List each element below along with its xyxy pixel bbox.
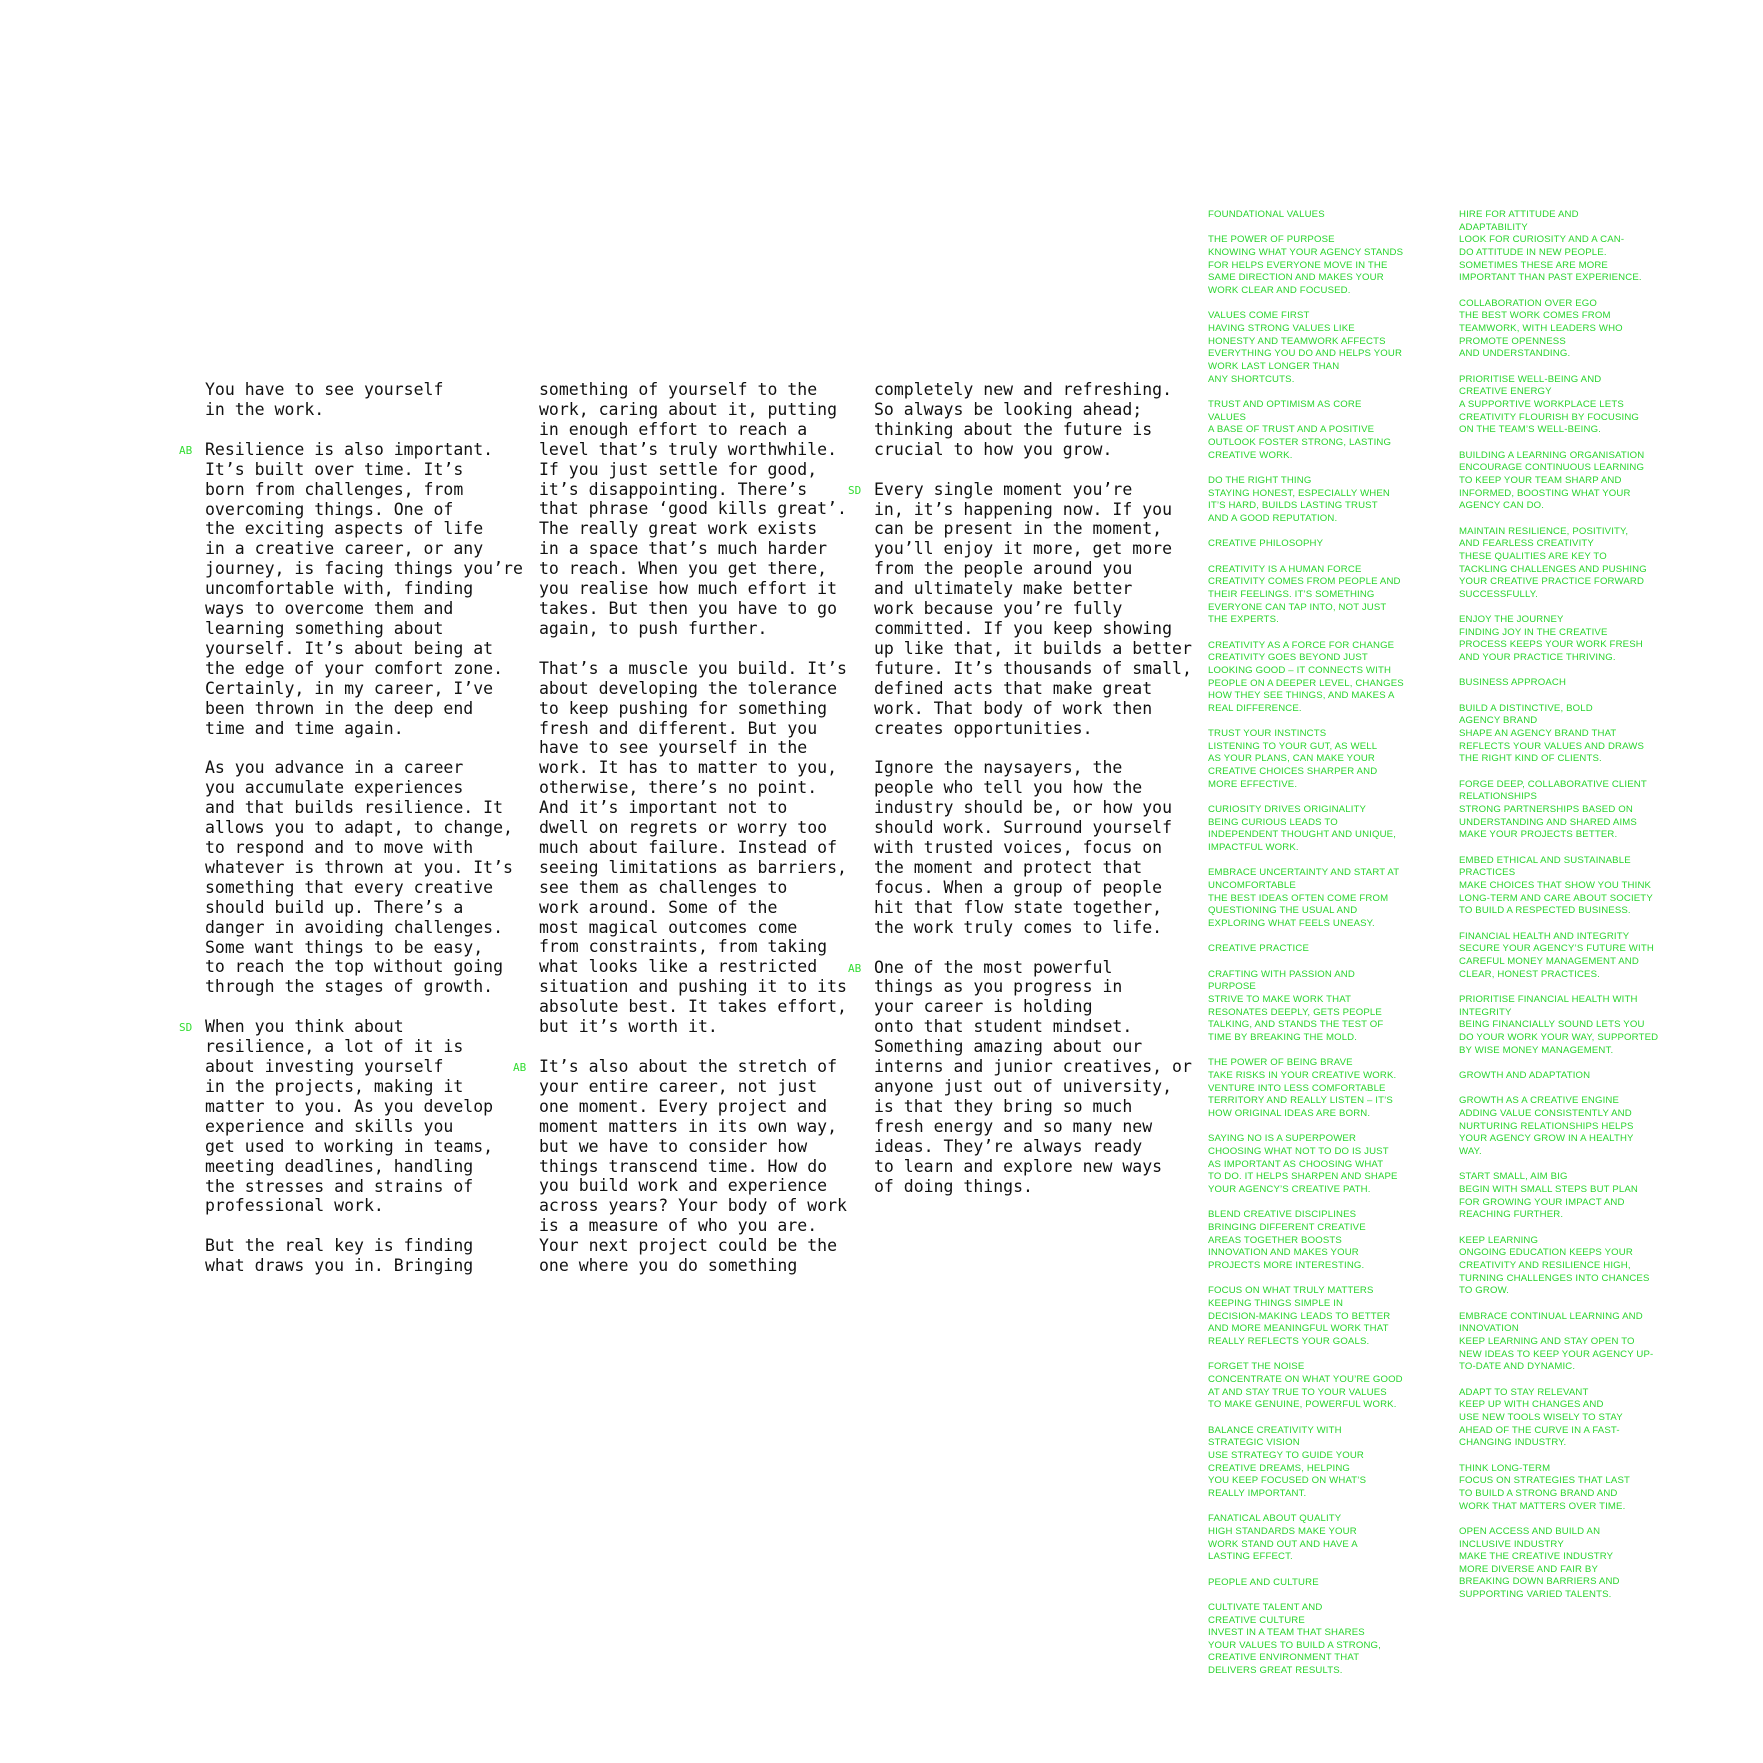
sidebar-principle: CURIOSITY DRIVES ORIGINALITY BEING CURIOUS LEADS TO INDEPENDENT THOUGHT AND UNIQUE, IMPACTFUL WORK. [1208, 804, 1397, 854]
paragraph-text: But the real key is finding what draws you in. Bringing [205, 1236, 474, 1276]
paragraph [205, 758, 525, 997]
paragraph [874, 380, 1194, 460]
body-column-3 [848, 380, 1194, 1216]
sidebar-principle: THINK LONG-TERM FOCUS ON STRATEGIES THAT LAST TO BUILD A STRONG BRAND AND WORK THAT MATTERS OVER TIME. [1459, 1462, 1631, 1512]
sidebar-principle: CREATIVITY IS A HUMAN FORCE CREATIVITY COMES FROM PEOPLE AND THEIR FEELINGS. IT’S SOMETHING EVERYONE CAN TAP INTO, NOT JUST THE EXPERTS. [1208, 563, 1401, 626]
sidebar-principle: FOCUS ON WHAT TRULY MATTERS KEEPING THINGS SIMPLE IN DECISION-MAKING LEADS TO BETTER AND MORE MEANINGFUL WORK THAT REALLY REFLECTS YOUR GOALS. [1208, 1285, 1391, 1347]
paragraph [539, 380, 864, 639]
speaker-initials: AB [179, 443, 193, 457]
speaker-initials: SD [848, 483, 862, 497]
sidebar-principle: TRUST YOUR INSTINCTS LISTENING TO YOUR GUT, AS WELL AS YOUR PLANS, CAN MAKE YOUR CREATIVE CHOICES SHARPER AND MORE EFFECTIVE. [1208, 728, 1378, 790]
sidebar-principle: BLEND CREATIVE DISCIPLINES BRINGING DIFFERENT CREATIVE AREAS TOGETHER BOOSTS INNOVATION AND MAKES YOUR PROJECTS MORE INTERESTING. [1208, 1209, 1366, 1271]
sidebar-principle: CULTIVATE TALENT AND CREATIVE CULTURE INVEST IN A TEAM THAT SHARES YOUR VALUES TO BUILD A STRONG, CREATIVE ENVIRONMENT THAT DELIVERS GREAT RESULTS. [1208, 1601, 1381, 1677]
speaker-initials: SD [179, 1021, 193, 1035]
paragraph [874, 758, 1194, 937]
paragraph-text: As you advance in a career you accumulate experiences and that builds resilience. It allows you to adapt, to change, to respond and to move with whatever is thrown at you. It’s something that every creative should build up. There’s a danger in avoiding challenges. Some want things to be easy, to reach the top without going through the stages of growth. [205, 758, 513, 997]
sidebar-principle: START SMALL, AIM BIG BEGIN WITH SMALL STEPS BUT PLAN FOR GROWING YOUR IMPACT AND REACHING FURTHER. [1459, 1171, 1638, 1221]
sidebar-principle: BUILD A DISTINCTIVE, BOLD AGENCY BRAND SHAPE AN AGENCY BRAND THAT REFLECTS YOUR VALUES AND DRAWS THE RIGHT KIND OF CLIENTS. [1459, 702, 1645, 765]
sidebar-principle: TRUST AND OPTIMISM AS CORE VALUES A BASE OF TRUST AND A POSITIVE OUTLOOK FOSTER STRONG, LASTING CREATIVE WORK. [1208, 398, 1392, 461]
body-column-2 [513, 380, 864, 1296]
sidebar-principle: COLLABORATION OVER EGO THE BEST WORK COMES FROM TEAMWORK, WITH LEADERS WHO PROMOTE OPENNESS AND UNDERSTANDING. [1459, 297, 1623, 360]
sidebar-principle: FINANCIAL HEALTH AND INTEGRITY SECURE YOUR AGENCY’S FUTURE WITH CAREFUL MONEY MANAGEMENT AND CLEAR, HONEST PRACTICES. [1459, 930, 1654, 980]
paragraph-text: You have to see yourself in the work. [205, 380, 444, 419]
paragraph-text: It’s also about the stretch of your entire career, not just one moment. Every project and moment matters in its own way, but we have to consider how things transcend time. How do you build work and experience across years? Your body of work is a measure of who you are. Your next project could be the one where you do something [539, 1057, 847, 1276]
paragraph-text: Ignore the naysayers, the people who tell you how the industry should be, or how you should work. Surround yourself with trusted voices, focus on the moment and protect that focus. When a group of people hit that flow state together, the work truly comes to life. [874, 758, 1173, 937]
sidebar-principle: ENJOY THE JOURNEY FINDING JOY IN THE CREATIVE PROCESS KEEPS YOUR WORK FRESH AND YOUR PRACTICE THRIVING. [1459, 614, 1643, 664]
paragraph [179, 439, 525, 739]
sidebar-principle: MAINTAIN RESILIENCE, POSITIVITY, AND FEARLESS CREATIVITY THESE QUALITIES ARE KEY TO TACKLING CHALLENGES AND PUSHING YOUR CREATIVE PRACTICE FORWARD SUCCESSFULLY. [1459, 525, 1647, 600]
sidebar-principle: VALUES COME FIRST HAVING STRONG VALUES LIKE HONESTY AND TEAMWORK AFFECTS EVERYTHING YOU DO AND HELPS YOUR WORK LAST LONGER THAN ANY SHORTCUTS. [1208, 310, 1403, 385]
sidebar-principle: SAYING NO IS A SUPERPOWER CHOOSING WHAT NOT TO DO IS JUST AS IMPORTANT AS CHOOSING WHAT TO DO. IT HELPS SHARPEN AND SHAPE YOUR AGENCY’S CREATIVE PATH. [1208, 1133, 1398, 1195]
paragraph-text: Resilience is also important. It’s built over time. It’s born from challenges, from overcoming things. One of the exciting aspects of life in a creative career, or any journey, is facing things you’re uncomfortable with, finding ways to overcome them and learning something about yourself. It’s about being at the edge of your comfort zone. Certainly, in my career, I’ve been thrown in the deep end time and time again. [205, 439, 523, 738]
sidebar-principle: CRAFTING WITH PASSION AND PURPOSE STRIVE TO MAKE WORK THAT RESONATES DEEPLY, GETS PEOPLE TALKING, AND STANDS THE TEST OF TIME BY BREAKING THE MOLD. [1208, 968, 1384, 1044]
sidebar-principle: THE POWER OF PURPOSE KNOWING WHAT YOUR AGENCY STANDS FOR HELPS EVERYONE MOVE IN THE SAME DIRECTION AND MAKES YOUR WORK CLEAR AND FOCUSED. [1208, 234, 1404, 296]
sidebar-principle: BUSINESS APPROACH [1459, 677, 1567, 689]
sidebar-principle: CREATIVE PHILOSOPHY [1208, 538, 1324, 550]
paragraph-text: something of yourself to the work, caring about it, putting in enough effort to reach a level that’s truly worthwhile. If you just settle for good, it’s disappointing. There’s that phrase ‘good kills great’. The really great work exists in a space that’s much harder to reach. When you get there, you realise how much effort it takes. But then you have to go again, to push further. [539, 380, 847, 638]
sidebar-principle: PRIORITISE WELL-BEING AND CREATIVE ENERGY A SUPPORTIVE WORKPLACE LETS CREATIVITY FLOURISH BY FOCUSING ON THE TEAM’S WELL-BEING. [1459, 373, 1640, 436]
speaker-initials: AB [848, 961, 862, 975]
sidebar-principle: KEEP LEARNING ONGOING EDUCATION KEEPS YOUR CREATIVITY AND RESILIENCE HIGH, TURNING CHALLENGES INTO CHANCES TO GROW. [1459, 1234, 1650, 1297]
sidebar-principle: PRIORITISE FINANCIAL HEALTH WITH INTEGRITY BEING FINANCIALLY SOUND LETS YOU DO YOUR WORK YOUR WAY, SUPPORTED BY WISE MONEY MANAGEMENT. [1459, 994, 1659, 1056]
sidebar-column-2 [1459, 209, 1687, 1614]
sidebar-principle: THE POWER OF BEING BRAVE TAKE RISKS IN YOUR CREATIVE WORK. VENTURE INTO LESS COMFORTABLE TERRITORY AND REALLY LISTEN – IT’S HOW ORIGINAL IDEAS ARE BORN. [1208, 1057, 1397, 1119]
sidebar-principle: FOUNDATIONAL VALUES [1208, 209, 1325, 220]
sidebar-principle: FANATICAL ABOUT QUALITY HIGH STANDARDS MAKE YOUR WORK STAND OUT AND HAVE A LASTING EFFECT. [1208, 1513, 1358, 1563]
paragraph [539, 659, 864, 1037]
sidebar-principle: BUILDING A LEARNING ORGANISATION ENCOURAGE CONTINUOUS LEARNING TO KEEP YOUR TEAM SHARP AND INFORMED, BOOSTING WHAT YOUR AGENCY CAN DO. [1459, 449, 1645, 512]
paragraph-text: completely new and refreshing. So always be looking ahead; thinking about the future is crucial to how you grow. [874, 380, 1173, 459]
paragraph [513, 1057, 864, 1276]
sidebar-principle: BALANCE CREATIVITY WITH STRATEGIC VISION USE STRATEGY TO GUIDE YOUR CREATIVE DREAMS, HELPING YOU KEEP FOCUSED ON WHAT’S REALLY IMPORTANT. [1208, 1424, 1367, 1499]
paragraph-text: That’s a muscle you build. It’s about developing the tolerance to keep pushing for something fresh and different. But you have to see yourself in the work. It has to matter to you, otherwise, there’s no point. And it’s important not to dwell on regrets or worry too much about failure. Instead of seeing limitations as barriers, see them as challenges to work around. Some of the most magical outcomes come from constraints, from taking what looks like a restricted situation and pushing it to its absolute best. It takes effort, but it’s worth it. [539, 658, 847, 1037]
sidebar-principle: EMBRACE UNCERTAINTY AND START AT UNCOMFORTABLE THE BEST IDEAS OFTEN COME FROM QUESTIONING THE USUAL AND EXPLORING WHAT FEELS UNEASY. [1208, 867, 1400, 930]
paragraph-text: When you think about resilience, a lot of it is about investing yourself in the projects, making it matter to you. As you develop experience and skills you get used to working in teams, meeting deadlines, handling the stresses and strains of professional work. [205, 1017, 494, 1216]
sidebar-principle: OPEN ACCESS AND BUILD AN INCLUSIVE INDUSTRY MAKE THE CREATIVE INDUSTRY MORE DIVERSE AND FAIR BY BREAKING DOWN BARRIERS AND SUPPORTING VARIED TALENTS. [1459, 1525, 1620, 1601]
sidebar-principle: EMBED ETHICAL AND SUSTAINABLE PRACTICES MAKE CHOICES THAT SHOW YOU THINK LONG-TERM AND CARE ABOUT SOCIETY TO BUILD A RESPECTED BUSINESS. [1459, 854, 1653, 917]
sidebar-principle: CREATIVITY AS A FORCE FOR CHANGE CREATIVITY GOES BEYOND JUST LOOKING GOOD – IT CONNECTS WITH PEOPLE ON A DEEPER LEVEL, CHANGES HOW THEY SEE THINGS, AND MAKES A REAL DIFFERENCE. [1208, 639, 1404, 714]
sidebar-principle: ADAPT TO STAY RELEVANT KEEP UP WITH CHANGES AND USE NEW TOOLS WISELY TO STAY AHEAD OF THE CURVE IN A FAST- CHANGING INDUSTRY. [1459, 1386, 1623, 1449]
paragraph [205, 1236, 525, 1276]
sidebar-principle: HIRE FOR ATTITUDE AND ADAPTABILITY LOOK FOR CURIOSITY AND A CAN- DO ATTITUDE IN NEW PEOPLE. SOMETIMES THESE ARE MORE IMPORTANT THAN PAST EXPERIENCE. [1459, 209, 1642, 284]
speaker-initials: AB [513, 1061, 527, 1074]
sidebar-principle: FORGET THE NOISE CONCENTRATE ON WHAT YOU’RE GOOD AT AND STAY TRUE TO YOUR VALUES TO MAKE GENUINE, POWERFUL WORK. [1208, 1361, 1403, 1411]
paragraph [848, 957, 1194, 1197]
paragraph-text: Every single moment you’re in, it’s happening now. If you can be present in the moment, you’ll enjoy it more, get more from the people around you and ultimately make better work because you’re fully committed. If you keep showing up like that, it builds a better future. It’s thousands of small, defined acts that make great work. That body of work then creates opportunities. [874, 479, 1192, 738]
sidebar-principle: GROWTH AS A CREATIVE ENGINE ADDING VALUE CONSISTENTLY AND NURTURING RELATIONSHIPS HELPS YOUR AGENCY GROW IN A HEALTHY WAY. [1459, 1095, 1634, 1157]
sidebar-principle: GROWTH AND ADAPTATION [1459, 1070, 1591, 1081]
sidebar-principle: DO THE RIGHT THING STAYING HONEST, ESPECIALLY WHEN IT’S HARD, BUILDS LASTING TRUST AND A GOOD REPUTATION. [1208, 474, 1390, 524]
sidebar-principle: FORGE DEEP, COLLABORATIVE CLIENT RELATIONSHIPS STRONG PARTNERSHIPS BASED ON UNDERSTANDING AND SHARED AIMS MAKE YOUR PROJECTS BETTER. [1459, 778, 1647, 841]
paragraph-text: One of the most powerful things as you progress in your career is holding onto that student mindset. Something amazing about our interns and junior creatives, or anyone just out of university, is that they bring so much fresh energy and so many new ideas. They’re always ready to learn and explore new ways of doing things. [874, 957, 1192, 1196]
sidebar-principle: PEOPLE AND CULTURE [1208, 1576, 1319, 1588]
sidebar-principle: CREATIVE PRACTICE [1208, 943, 1309, 955]
paragraph [205, 380, 525, 420]
paragraph [848, 479, 1194, 739]
body-column-1 [179, 380, 525, 1296]
sidebar-column-1 [1208, 209, 1436, 1690]
sidebar-principle: EMBRACE CONTINUAL LEARNING AND INNOVATION KEEP LEARNING AND STAY OPEN TO NEW IDEAS TO KEEP YOUR AGENCY UP- TO-DATE AND DYNAMIC. [1459, 1310, 1654, 1373]
paragraph [179, 1017, 525, 1216]
